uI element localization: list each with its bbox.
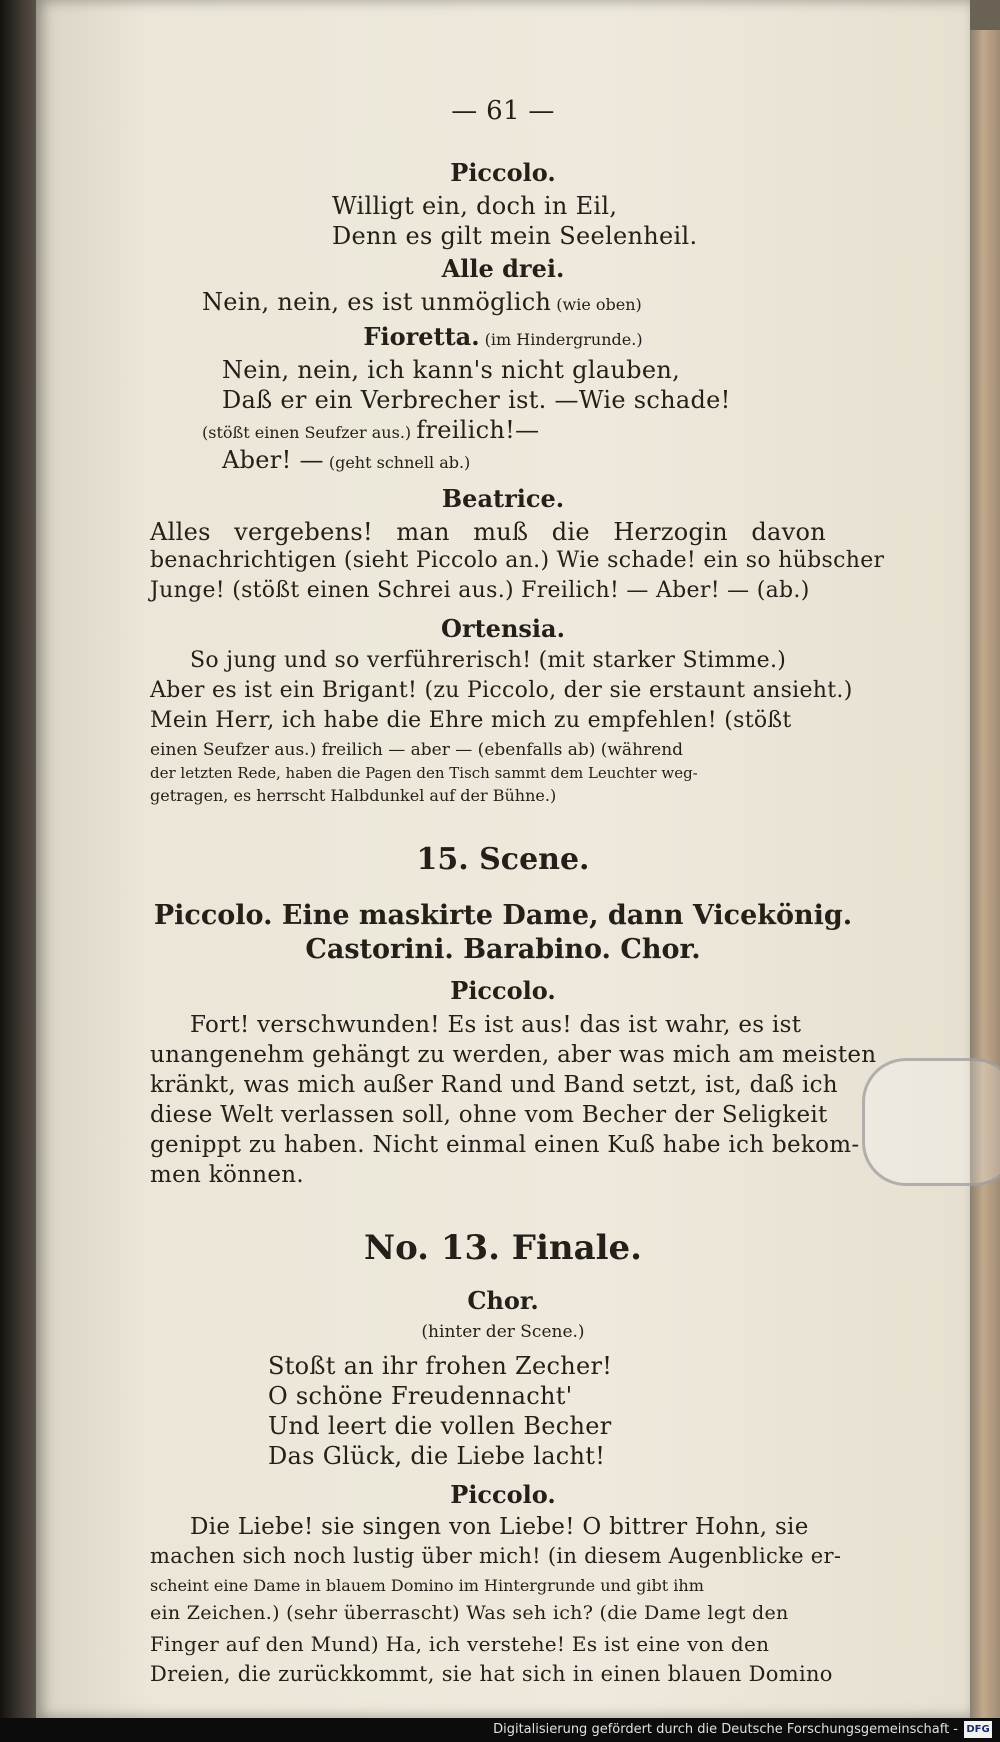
stage-direction: (hinter der Scene.) bbox=[421, 1322, 585, 1342]
stage-direction: einen Seufzer aus.) freilich — aber — (ebenfalls ab) (während bbox=[150, 740, 684, 760]
book-page bbox=[36, 0, 970, 1718]
speaker-name: Chor. bbox=[467, 1286, 539, 1315]
scene-heading: 15. Scene. bbox=[416, 842, 590, 877]
page-clip bbox=[862, 1058, 1000, 1186]
prose-line: Die Liebe! sie singen von Liebe! O bittrer Hohn, sie bbox=[190, 1514, 809, 1540]
verse-line: Stoßt an ihr frohen Zecher! bbox=[268, 1352, 613, 1380]
verse-line: Aber! — bbox=[222, 446, 324, 474]
stage-direction: (wie oben) bbox=[556, 295, 642, 314]
prose-line: Fort! verschwunden! Es ist aus! das ist wahr, es ist bbox=[190, 1012, 802, 1038]
prose-line: Alles vergebens! man muß die Herzogin davon bbox=[150, 518, 826, 546]
verse-line: Willigt ein, doch in Eil, bbox=[332, 192, 618, 220]
prose-line: kränkt, was mich außer Rand und Band setzt, ist, daß ich bbox=[150, 1072, 838, 1098]
stage-direction: getragen, es herrscht Halbdunkel auf der Bühne.) bbox=[150, 786, 557, 805]
stage-direction: (im Hindergrunde.) bbox=[484, 330, 643, 349]
verse-line: O schöne Freudennacht' bbox=[268, 1382, 573, 1410]
speaker-name: Ortensia. bbox=[441, 614, 565, 643]
stage-direction: (stößt einen Seufzer aus.) bbox=[202, 423, 412, 442]
verse-line: Das Glück, die Liebe lacht! bbox=[268, 1442, 606, 1470]
prose-line: Mein Herr, ich habe die Ehre mich zu empfehlen! (stößt bbox=[150, 708, 792, 733]
prose-line: Junge! (stößt einen Schrei aus.) Freilich! — Aber! — (ab.) bbox=[150, 578, 810, 603]
prose-line: So jung und so verführerisch! (mit starker Stimme.) bbox=[190, 648, 787, 673]
verse-line-with-direction bbox=[222, 446, 470, 474]
page-number: — 61 — bbox=[451, 96, 555, 126]
prose-line: Aber es ist ein Brigant! (zu Piccolo, der sie erstaunt ansieht.) bbox=[150, 678, 853, 703]
verse-line: Nein, nein, ich kann's nicht glauben, bbox=[222, 356, 681, 384]
speaker-name: Beatrice. bbox=[441, 484, 565, 513]
speaker-with-direction bbox=[36, 322, 970, 351]
prose-line: diese Welt verlassen soll, ohne vom Becher der Seligkeit bbox=[150, 1102, 828, 1128]
stage-direction: scheint eine Dame in blauem Domino im Hintergrunde und gibt ihm bbox=[150, 1576, 704, 1595]
number-heading: No. 13. Finale. bbox=[363, 1228, 642, 1268]
speaker-name: Alle drei. bbox=[441, 254, 565, 283]
prose-line: men können. bbox=[150, 1162, 304, 1188]
prose-line: benachrichtigen (sieht Piccolo an.) Wie schade! ein so hübscher bbox=[150, 548, 885, 573]
prose-line: Finger auf den Mund) Ha, ich verstehe! Es ist eine von den bbox=[150, 1632, 770, 1656]
verse-line: Denn es gilt mein Seelenheil. bbox=[332, 222, 698, 250]
stage-direction: der letzten Rede, haben die Pagen den Tisch sammt dem Leuchter weg- bbox=[150, 764, 698, 782]
speaker-name: Piccolo. bbox=[450, 1480, 556, 1509]
verse-line: Nein, nein, es ist unmöglich bbox=[202, 288, 552, 316]
footer-credit: Digitalisierung gefördert durch die Deutsche Forschungsgemeinschaft - bbox=[493, 1722, 958, 1737]
verse-line: Daß er ein Verbrecher ist. —Wie schade! bbox=[222, 386, 731, 414]
dfg-logo: DFG bbox=[964, 1721, 992, 1738]
page-edge bbox=[970, 30, 1000, 1720]
book-spine bbox=[0, 0, 36, 1742]
prose-line: machen sich noch lustig über mich! (in diesem Augenblicke er- bbox=[150, 1544, 842, 1568]
prose-line: genippt zu haben. Nicht einmal einen Kuß habe ich bekom- bbox=[150, 1132, 860, 1158]
cast-list: Piccolo. Eine maskirte Dame, dann Vicekönig. bbox=[153, 900, 853, 931]
verse-line-with-direction bbox=[202, 288, 642, 316]
verse-line: Und leert die vollen Becher bbox=[268, 1412, 612, 1440]
footer-bar bbox=[0, 1718, 1000, 1742]
prose-line: unangenehm gehängt zu werden, aber was mich am meisten bbox=[150, 1042, 877, 1068]
prose-line: ein Zeichen.) (sehr überrascht) Was seh ich? (die Dame legt den bbox=[150, 1602, 789, 1624]
verse-line-with-direction bbox=[202, 416, 539, 444]
cast-list: Castorini. Barabino. Chor. bbox=[305, 934, 701, 965]
stage-direction: (geht schnell ab.) bbox=[328, 453, 471, 472]
prose-line: Dreien, die zurückkommt, sie hat sich in einen blauen Domino bbox=[150, 1662, 833, 1686]
speaker-name: Fioretta. bbox=[363, 322, 480, 351]
verse-line: freilich!— bbox=[416, 416, 540, 444]
speaker-name: Piccolo. bbox=[450, 976, 556, 1005]
speaker-name: Piccolo. bbox=[450, 158, 556, 187]
